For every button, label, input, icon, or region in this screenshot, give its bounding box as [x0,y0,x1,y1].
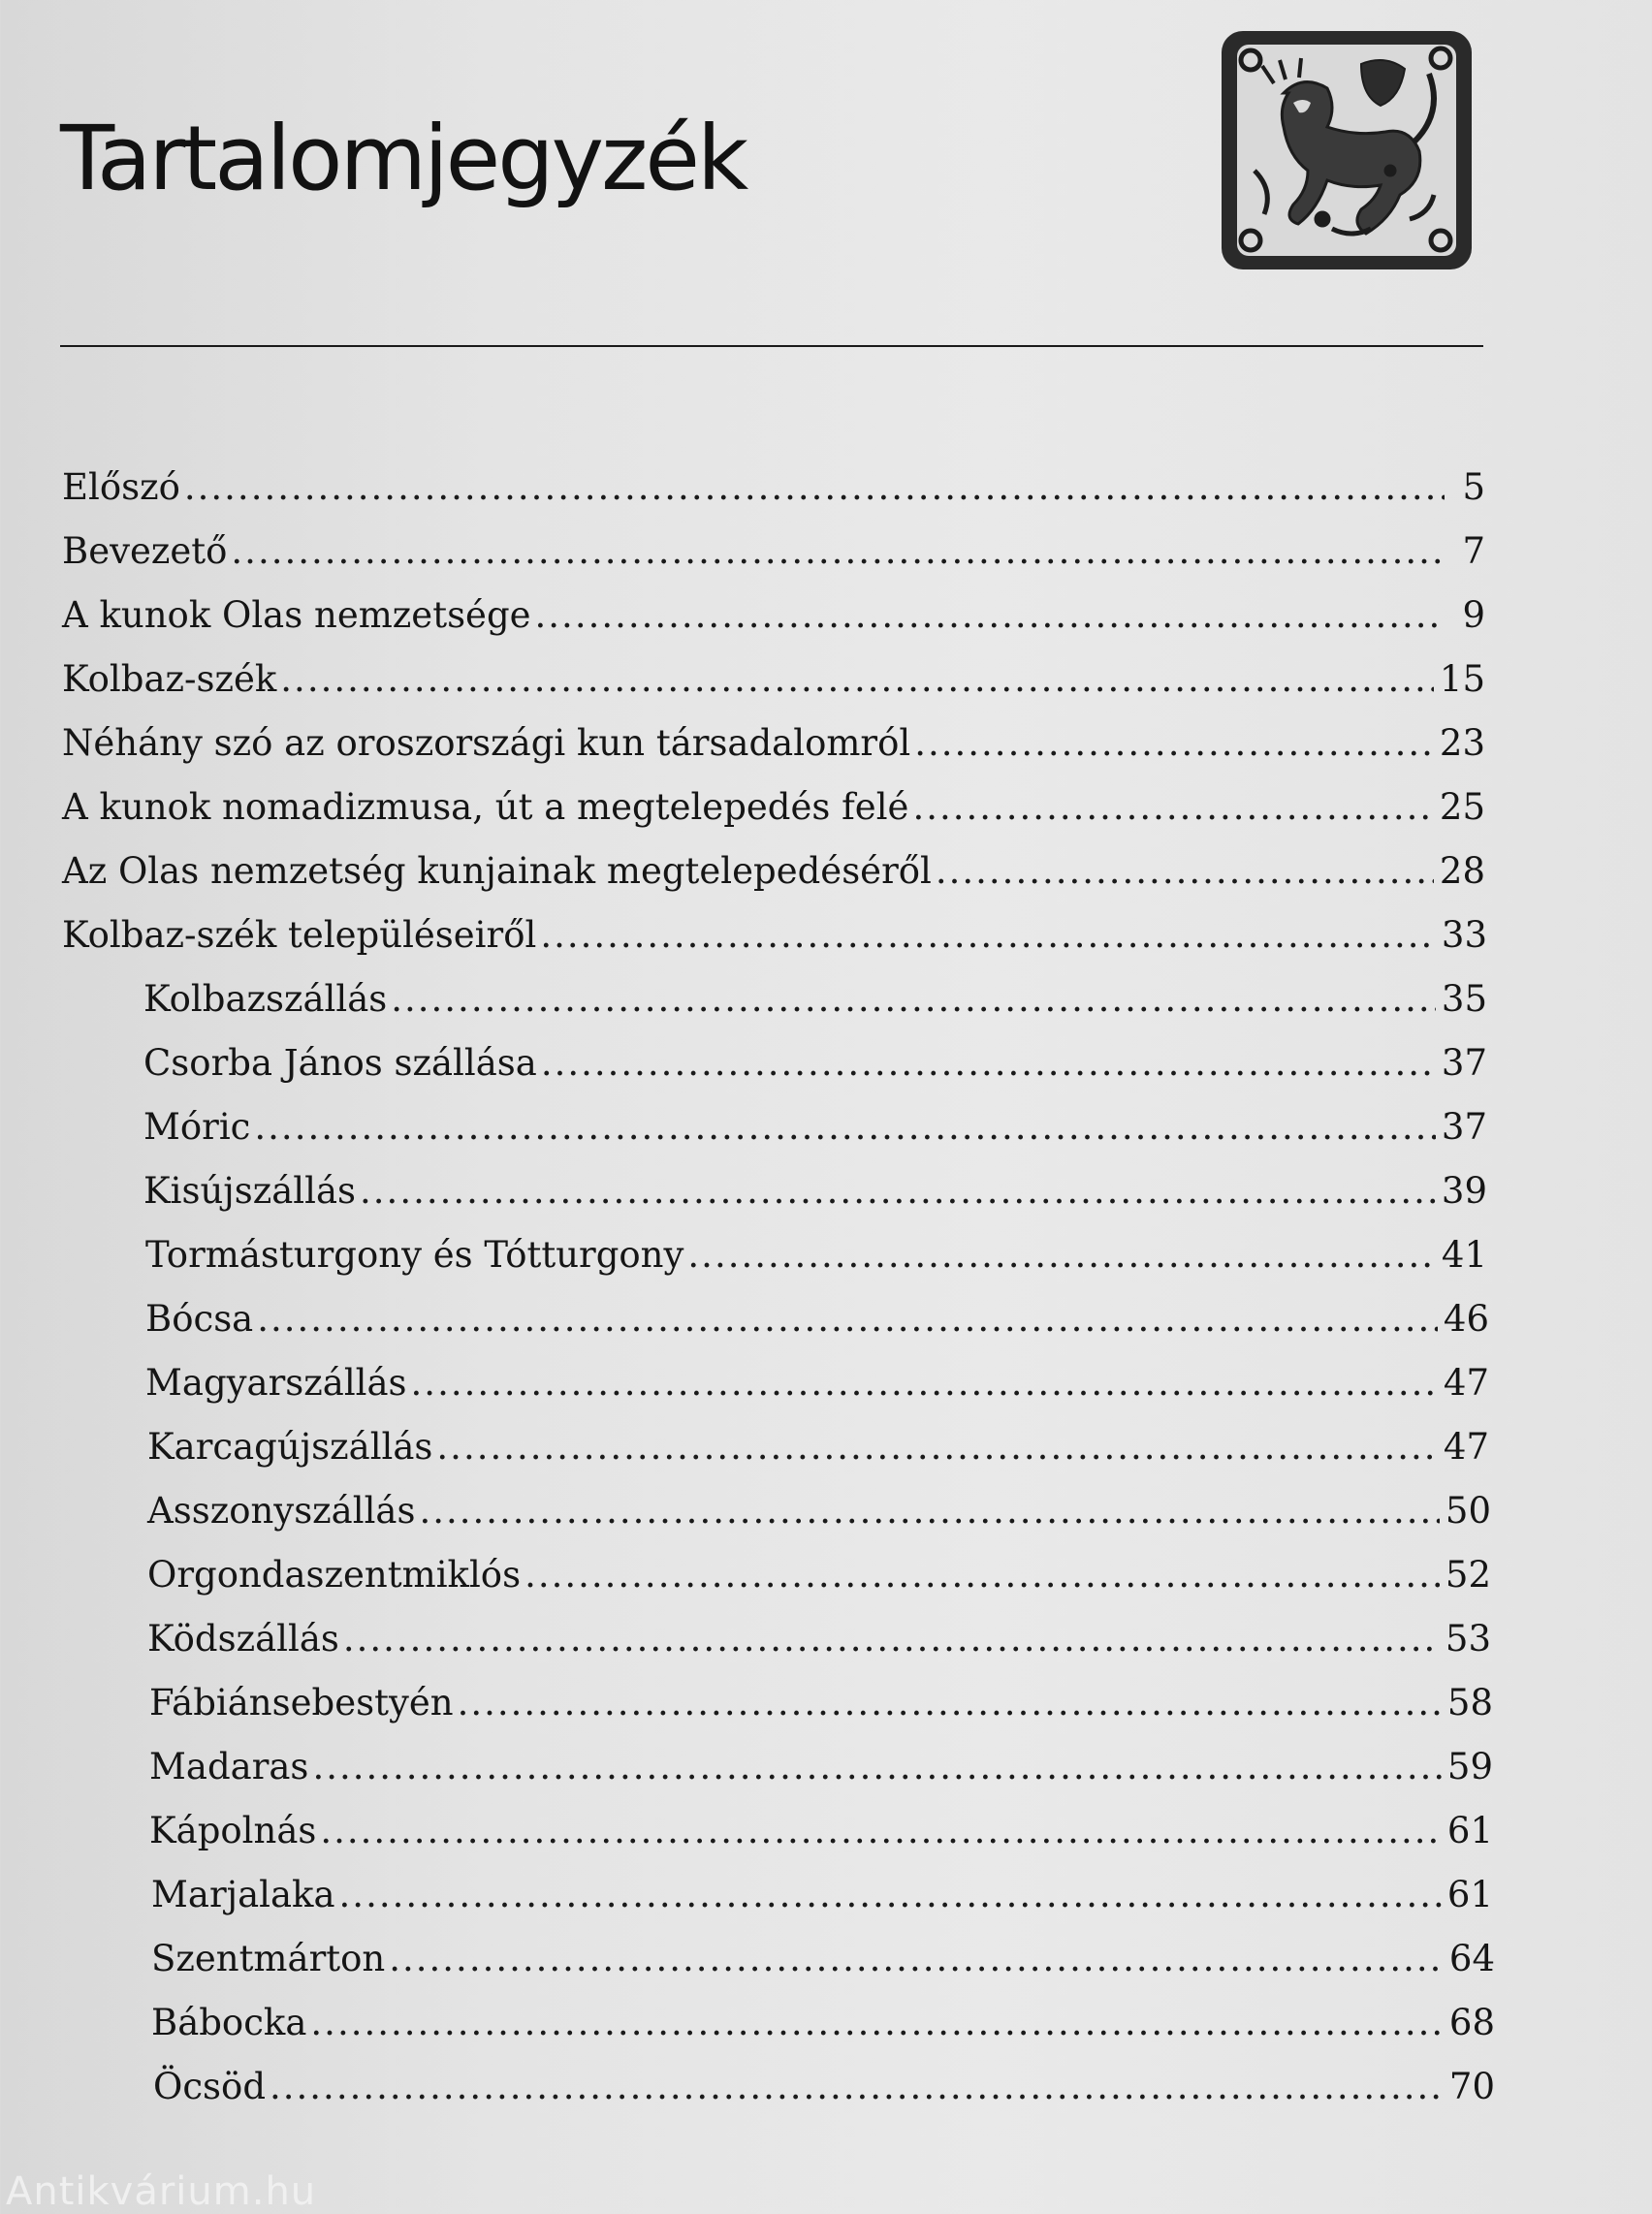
dot-leader [436,1415,1437,1479]
toc-entry-label: Karcagújszállás [147,1426,433,1468]
dot-leader [936,839,1434,903]
toc-subentry[interactable] [143,967,1487,1031]
toc-entry-label: Tormásturgony és Tótturgony [145,1234,684,1276]
toc-page-number: 58 [1446,1682,1493,1724]
toc-subentry[interactable] [153,2055,1495,2119]
dot-leader [343,1607,1440,1671]
toc-page-number: 41 [1441,1234,1487,1276]
toc-subentry[interactable] [147,1479,1491,1543]
toc-entry-label: Kisújszállás [143,1170,357,1212]
dot-leader [339,1863,1442,1927]
toc-page-number: 46 [1443,1298,1489,1340]
dot-leader [540,903,1436,967]
toc-page-number: 9 [1462,594,1485,636]
dot-leader [541,1031,1436,1095]
dot-leader [257,1287,1438,1351]
toc-subentry[interactable] [151,1991,1495,2055]
toc-subentry[interactable] [151,1927,1495,1991]
toc-entry[interactable] [62,903,1487,967]
toc-page-number: 35 [1441,978,1487,1020]
toc-entry-label: Néhány szó az oroszországi kun társadalomról [62,722,911,764]
toc-entry-label: Fábiánsebestyén [149,1682,454,1724]
toc-page-number: 50 [1445,1490,1491,1532]
toc-entry-label: Öcsöd [153,2066,267,2107]
dot-leader [914,712,1434,775]
toc-page-number: 7 [1462,530,1485,572]
toc-entry[interactable] [62,775,1485,839]
toc-entry-label: Szentmárton [151,1938,386,1979]
dot-leader [360,1159,1436,1223]
toc-subentry[interactable] [143,1031,1487,1095]
dot-leader [310,1991,1443,2055]
dot-leader [411,1351,1438,1415]
toc-page-number: 23 [1439,722,1485,764]
toc-subentry[interactable] [147,1607,1491,1671]
toc-entry-label: Kápolnás [149,1810,317,1851]
toc-entry-label: Asszonyszállás [147,1490,416,1532]
watermark: Antikvárium.hu [6,2169,317,2214]
toc-subentry[interactable] [149,1799,1493,1863]
toc-entry-label: Csorba János szállása [143,1042,537,1084]
toc-entry-label: Móric [143,1106,251,1148]
toc-entry-label: Kolbaz-szék településeiről [62,914,537,956]
dot-leader [312,1735,1441,1799]
title-divider [60,345,1483,347]
toc-entry-label: Magyarszállás [145,1362,407,1404]
toc-page-number: 28 [1439,850,1485,892]
toc-page-number: 61 [1446,1810,1493,1851]
dot-leader [535,584,1445,648]
toc-entry-label: Madaras [149,1746,309,1787]
toc-entry-label: Kolbazszállás [143,978,388,1020]
toc-page-number: 68 [1448,2002,1495,2043]
toc-page-number: 53 [1445,1618,1491,1660]
toc-page-number: 5 [1462,466,1485,508]
dot-leader [524,1543,1440,1607]
toc-subentry[interactable] [149,1671,1493,1735]
toc-entry-label: Marjalaka [151,1874,335,1915]
toc-page-number: 25 [1439,786,1485,828]
toc-entry-label: Orgondaszentmiklós [147,1554,522,1596]
dot-leader [391,967,1436,1031]
dot-leader [458,1671,1442,1735]
toc-page-number: 47 [1443,1426,1489,1468]
toc-entry-label: Bócsa [145,1298,254,1340]
toc-entry-label: Bevezető [62,530,228,572]
dot-leader [184,456,1445,520]
toc-entry-label: Előszó [62,466,180,508]
toc-subentry[interactable] [147,1543,1491,1607]
toc-subentry[interactable] [151,1863,1493,1927]
toc-entry-label: A kunok Olas nemzetsége [62,594,531,636]
toc-entry-label: Az Olas nemzetség kunjainak megtelepedéséről [62,850,932,892]
dot-leader [254,1095,1436,1159]
toc-subentry[interactable] [147,1415,1489,1479]
toc-subentry[interactable] [143,1095,1487,1159]
dot-leader [687,1223,1435,1287]
toc-subentry[interactable] [143,1159,1487,1223]
toc-entry[interactable] [62,456,1485,520]
toc-page-number: 47 [1443,1362,1489,1404]
dot-leader [320,1799,1442,1863]
toc-entry-label: Ködszállás [147,1618,339,1660]
toc-page-number: 33 [1441,914,1487,956]
toc-page-number: 61 [1446,1874,1493,1915]
toc-page-number: 15 [1439,658,1485,700]
toc-entry[interactable] [62,648,1485,712]
toc-page-number: 52 [1445,1554,1491,1596]
toc-entry-label: Bábocka [151,2002,307,2043]
toc-entry[interactable] [62,839,1485,903]
dot-leader [912,775,1433,839]
toc-page-number: 37 [1441,1042,1487,1084]
dot-leader [419,1479,1439,1543]
toc-page-number: 37 [1441,1106,1487,1148]
toc-page-number: 59 [1446,1746,1493,1787]
toc-subentry[interactable] [145,1223,1487,1287]
toc-subentry[interactable] [145,1287,1489,1351]
toc-entry[interactable] [62,584,1485,648]
toc-page-number: 39 [1441,1170,1487,1212]
toc-subentry[interactable] [145,1351,1489,1415]
toc-page-number: 64 [1448,1938,1495,1979]
toc-page-number: 70 [1448,2066,1495,2107]
page-title: Tartalomjegyzék [60,107,747,210]
dot-leader [231,520,1445,584]
toc-entry[interactable] [62,520,1485,584]
heraldic-lion-icon [1216,25,1477,275]
toc-subentry[interactable] [149,1735,1493,1799]
dot-leader [280,648,1434,712]
toc-entry-label: Kolbaz-szék [62,658,277,700]
dot-leader [270,2055,1444,2119]
toc-entry-label: A kunok nomadizmusa, út a megtelepedés felé [62,786,909,828]
toc-entry[interactable] [62,712,1485,775]
dot-leader [389,1927,1444,1991]
